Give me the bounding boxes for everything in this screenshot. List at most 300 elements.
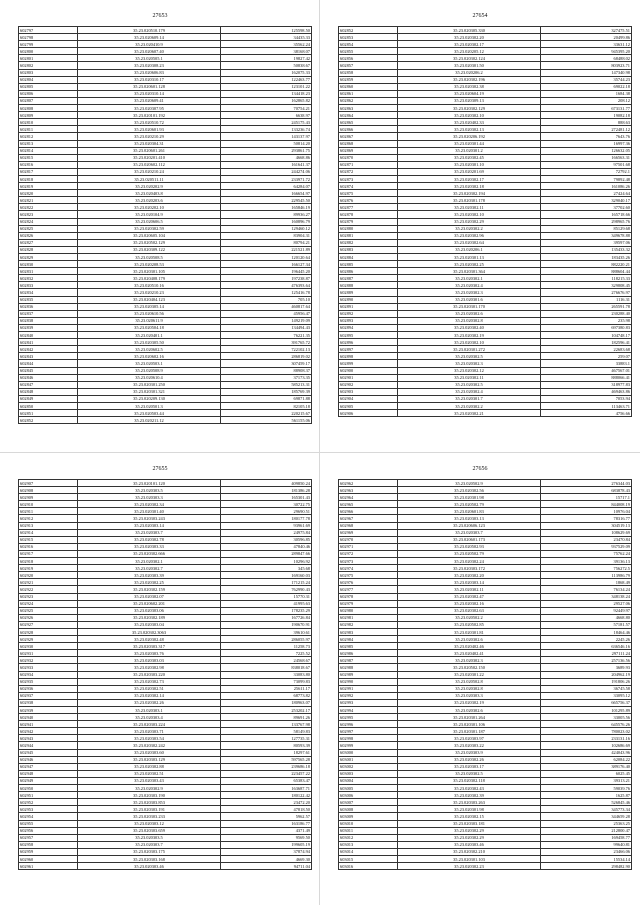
- amount-cell: 180122.42: [221, 792, 312, 799]
- amount-cell: 165846.19: [221, 204, 312, 211]
- account-code-cell: 35.23.020401.1: [78, 332, 221, 339]
- account-code-cell: 35.23.020301.178: [398, 197, 541, 204]
- amount-cell: 329040.17: [541, 197, 632, 204]
- account-code-cell: 35.23.020301.7: [398, 395, 541, 402]
- table-row: [339, 685, 632, 692]
- table-row: [339, 112, 632, 119]
- table-row: [19, 395, 312, 402]
- row-id-cell: 602841: [19, 339, 78, 346]
- row-id-cell: 602978: [339, 593, 398, 600]
- account-code-cell: 35.23.020303.3: [398, 692, 541, 699]
- amount-cell: 888.63: [541, 119, 632, 126]
- table-row: [19, 550, 312, 557]
- row-id-cell: 602868: [339, 140, 398, 147]
- table-row: [339, 90, 632, 97]
- amount-cell: 348138.24: [541, 593, 632, 600]
- table-row: [339, 600, 632, 607]
- amount-cell: 167726.84: [221, 614, 312, 621]
- account-code-cell: 35.23.020302.6: [398, 310, 541, 317]
- amount-cell: 58149.83: [221, 728, 312, 735]
- table-row: [339, 190, 632, 197]
- row-id-cell: 602961: [19, 863, 78, 870]
- row-id-cell: 602999: [339, 742, 398, 749]
- account-code-cell: 35.23.020301.264: [398, 714, 541, 721]
- amount-cell: 94711.04: [221, 863, 312, 870]
- table-row: [339, 360, 632, 367]
- table-row: [19, 806, 312, 813]
- row-id-cell: 602803: [19, 69, 78, 76]
- row-id-cell: 602876: [339, 197, 398, 204]
- amount-cell: 220215.67: [221, 410, 312, 417]
- table-row: [19, 310, 312, 317]
- row-id-cell: 602889: [339, 289, 398, 296]
- amount-cell: 665756.37: [541, 699, 632, 706]
- account-code-cell: 35.23.020303.43: [78, 777, 221, 784]
- amount-cell: 4668.80: [541, 614, 632, 621]
- row-id-cell: 602925: [19, 607, 78, 614]
- table-row: [339, 211, 632, 218]
- amount-cell: 23466.06: [541, 848, 632, 855]
- amount-cell: 89936.27: [221, 211, 312, 218]
- table-row: [339, 628, 632, 635]
- row-id-cell: 602995: [339, 714, 398, 721]
- table-row: [339, 62, 632, 69]
- account-code-cell: 35.23.020302.242: [78, 742, 221, 749]
- table-row: [19, 218, 312, 225]
- row-id-cell: 603010: [339, 820, 398, 827]
- row-id-cell: 602983: [339, 628, 398, 635]
- row-id-cell: 602996: [339, 721, 398, 728]
- account-code-cell: 35.23.020210.23: [78, 289, 221, 296]
- amount-cell: 123101.22: [221, 83, 312, 90]
- table-row: [19, 41, 312, 48]
- table-row: [339, 310, 632, 317]
- account-code-cell: 35.23.020302.10: [398, 339, 541, 346]
- amount-cell: 10976.04: [541, 508, 632, 515]
- table-row: [339, 643, 632, 650]
- amount-cell: 245175.43: [221, 119, 312, 126]
- table-row: [339, 246, 632, 253]
- row-id-cell: 602940: [19, 714, 78, 721]
- amount-cell: 127735.31: [221, 735, 312, 742]
- table-row: [19, 34, 312, 41]
- amount-cell: 212800.47: [541, 827, 632, 834]
- row-id-cell: 602814: [19, 147, 78, 154]
- row-id-cell: 602924: [19, 600, 78, 607]
- amount-cell: 35562.24: [221, 41, 312, 48]
- account-code-cell: 35.23.020302.59: [78, 225, 221, 232]
- table-row: [19, 168, 312, 175]
- account-code-cell: 35.23.020202.10: [78, 204, 221, 211]
- amount-cell: 133767.98: [221, 721, 312, 728]
- amount-cell: 199605.19: [221, 841, 312, 848]
- amount-cell: 178235.29: [221, 607, 312, 614]
- table-row: [339, 820, 632, 827]
- account-code-cell: 35.23.020604.19: [398, 90, 541, 97]
- account-code-cell: 35.23.020504.18: [78, 324, 221, 331]
- table-row: [339, 339, 632, 346]
- table-row: [339, 735, 632, 742]
- amount-cell: 289847.66: [221, 550, 312, 557]
- account-code-cell: 35.23.020601.93: [78, 126, 221, 133]
- account-code-cell: 35.23.020303.172: [398, 565, 541, 572]
- amount-cell: 36745.58: [541, 685, 632, 692]
- account-code-cell: 35.23.020610.56: [78, 310, 221, 317]
- table-row: [339, 770, 632, 777]
- ledger-sheet-2: [320, 0, 640, 452]
- amount-cell: 945395.20: [541, 48, 632, 55]
- table-row: [19, 678, 312, 685]
- table-row: [339, 480, 632, 487]
- row-id-cell: 602981: [339, 614, 398, 621]
- row-id-cell: 602949: [19, 777, 78, 784]
- amount-cell: 160896.79: [221, 218, 312, 225]
- row-id-cell: 602864: [339, 112, 398, 119]
- table-row: [339, 183, 632, 190]
- row-id-cell: 602885: [339, 261, 398, 268]
- amount-cell: 62084.22: [541, 756, 632, 763]
- amount-cell: 126632.05: [541, 147, 632, 154]
- row-id-cell: 602917: [19, 550, 78, 557]
- amount-cell: 467567.01: [541, 367, 632, 374]
- amount-cell: 24568.67: [221, 657, 312, 664]
- table-row: [19, 317, 312, 324]
- amount-cell: 239686.18: [221, 763, 312, 770]
- row-id-cell: 602947: [19, 763, 78, 770]
- account-code-cell: 35.23.020605.104: [78, 232, 221, 239]
- amount-cell: 64284.07: [221, 183, 312, 190]
- ledger-sheet-4: [320, 453, 640, 905]
- table-row: [19, 735, 312, 742]
- amount-cell: 120120.64: [221, 254, 312, 261]
- row-id-cell: 602816: [19, 161, 78, 168]
- account-code-cell: 35.23.020303.243: [78, 515, 221, 522]
- amount-cell: 276676.97: [541, 289, 632, 296]
- table-row: [339, 410, 632, 417]
- amount-cell: 134418.23: [221, 90, 312, 97]
- table-row: [339, 742, 632, 749]
- account-code-cell: 35.23.020502.8: [398, 678, 541, 685]
- account-code-cell: 35.23.020302.159: [78, 586, 221, 593]
- account-code-cell: 35.23.020602.201: [78, 600, 221, 607]
- account-code-cell: 35.23.020303.03: [78, 657, 221, 664]
- account-code-cell: 35.23.020305.330: [398, 27, 541, 34]
- amount-cell: 229545.50: [221, 197, 312, 204]
- row-id-cell: 602870: [339, 154, 398, 161]
- table-row: [19, 76, 312, 83]
- amount-cell: 122463.77: [221, 76, 312, 83]
- amount-cell: 133236.74: [221, 126, 312, 133]
- row-id-cell: 602902: [339, 381, 398, 388]
- row-id-cell: 602842: [19, 346, 78, 353]
- amount-cell: 389176.40: [541, 763, 632, 770]
- account-code-cell: 35.23.020303.97: [398, 735, 541, 742]
- amount-cell: 345773.34: [541, 806, 632, 813]
- account-code-cell: 35.23.020305.14: [78, 303, 221, 310]
- account-code-cell: 35.23.020303.181: [398, 820, 541, 827]
- row-id-cell: 602948: [19, 770, 78, 777]
- account-code-cell: 35.23.020302.1: [78, 558, 221, 565]
- row-id-cell: 602939: [19, 707, 78, 714]
- amount-cell: 30722.75: [221, 501, 312, 508]
- amount-cell: 89691.26: [221, 714, 312, 721]
- table-row: [339, 119, 632, 126]
- row-id-cell: 602950: [19, 785, 78, 792]
- table-row: [19, 204, 312, 211]
- account-code-cell: 35.23.020302.64: [398, 239, 541, 246]
- row-id-cell: 602801: [19, 55, 78, 62]
- row-id-cell: 602874: [339, 183, 398, 190]
- account-code-cell: 35.23.020302.25: [398, 261, 541, 268]
- amount-cell: 233131.16: [541, 735, 632, 742]
- row-id-cell: 602922: [19, 586, 78, 593]
- row-id-cell: 603005: [339, 785, 398, 792]
- account-code-cell: 35.23.020609.14: [78, 34, 221, 41]
- amount-cell: 780023.02: [541, 728, 632, 735]
- table-row: [339, 268, 632, 275]
- account-code-cell: 35.23.020307.95: [78, 105, 221, 112]
- account-code-cell: 35.23.020302.6: [398, 707, 541, 714]
- amount-cell: 4756.66: [541, 410, 632, 417]
- amount-cell: 171215.24: [221, 579, 312, 586]
- amount-cell: 76134.24: [541, 586, 632, 593]
- ledger-table: [338, 26, 632, 417]
- row-id-cell: 602912: [19, 515, 78, 522]
- row-id-cell: 602989: [339, 671, 398, 678]
- table-row: [19, 522, 312, 529]
- table-row: [339, 558, 632, 565]
- table-row: [19, 105, 312, 112]
- table-row: [339, 728, 632, 735]
- row-id-cell: 602837: [19, 310, 78, 317]
- account-code-cell: 35.23.020301.105: [78, 268, 221, 275]
- table-row: [19, 501, 312, 508]
- amount-cell: 102686.69: [541, 742, 632, 749]
- table-row: [19, 593, 312, 600]
- amount-cell: 101295.89: [541, 707, 632, 714]
- amount-cell: 166127.34: [221, 261, 312, 268]
- row-id-cell: 602918: [19, 558, 78, 565]
- table-row: [339, 586, 632, 593]
- table-row: [19, 175, 312, 182]
- row-id-cell: 602965: [339, 501, 398, 508]
- row-id-cell: 602875: [339, 190, 398, 197]
- account-code-cell: 35.23.020302.11: [398, 586, 541, 593]
- amount-cell: 82105.18: [221, 402, 312, 409]
- amount-cell: 180963.07: [221, 699, 312, 706]
- table-row: [19, 863, 312, 870]
- account-code-cell: 35.23.020301.272: [398, 346, 541, 353]
- row-id-cell: 602817: [19, 168, 78, 175]
- row-id-cell: 602822: [19, 204, 78, 211]
- table-row: [339, 324, 632, 331]
- amount-cell: 344659.28: [541, 813, 632, 820]
- account-code-cell: 35.23.020302.11: [398, 204, 541, 211]
- table-row: [19, 621, 312, 628]
- amount-cell: 15770.31: [221, 593, 312, 600]
- amount-cell: 104748.17: [541, 332, 632, 339]
- amount-cell: 47840.46: [221, 543, 312, 550]
- row-id-cell: 602964: [339, 494, 398, 501]
- amount-cell: 318977.83: [541, 381, 632, 388]
- account-code-cell: 35.23.020301.44: [398, 140, 541, 147]
- table-row: [19, 777, 312, 784]
- amount-cell: 33095.12: [541, 692, 632, 699]
- row-id-cell: 602857: [339, 62, 398, 69]
- row-id-cell: 602911: [19, 508, 78, 515]
- row-id-cell: 602930: [19, 643, 78, 650]
- table-row: [19, 232, 312, 239]
- table-row: [339, 508, 632, 515]
- table-row: [19, 699, 312, 706]
- table-row: [339, 126, 632, 133]
- row-id-cell: 602946: [19, 756, 78, 763]
- table-row: [339, 83, 632, 90]
- row-id-cell: 602952: [19, 799, 78, 806]
- row-id-cell: 602907: [19, 480, 78, 487]
- table-row: [19, 721, 312, 728]
- table-row: [339, 799, 632, 806]
- amount-cell: 166563.31: [541, 154, 632, 161]
- account-code-cell: 35.23.020602.16: [78, 353, 221, 360]
- table-row: [19, 558, 312, 565]
- row-id-cell: 602915: [19, 536, 78, 543]
- amount-cell: 286055.97: [221, 636, 312, 643]
- amount-cell: 307459.17: [221, 360, 312, 367]
- account-code-cell: 35.23.020309.13: [398, 97, 541, 104]
- amount-cell: 11258.73: [221, 643, 312, 650]
- amount-cell: 41995.63: [221, 600, 312, 607]
- table-row: [19, 282, 312, 289]
- row-id-cell: 602890: [339, 296, 398, 303]
- account-code-cell: 35.23.020403.8: [78, 190, 221, 197]
- account-code-cell: 35.23.020301.22: [398, 671, 541, 678]
- account-code-cell: 35.23.020303.76: [78, 650, 221, 657]
- account-code-cell: 35.23.020211.12: [78, 417, 221, 424]
- account-code-cell: 35.23.020302.39: [398, 792, 541, 799]
- amount-cell: 165301.43: [221, 494, 312, 501]
- account-code-cell: 35.23.020301.6: [398, 296, 541, 303]
- account-code-cell: 35.23.020304.31: [78, 140, 221, 147]
- amount-cell: 561155.06: [221, 417, 312, 424]
- amount-cell: 276344.03: [541, 480, 632, 487]
- row-id-cell: 602979: [339, 600, 398, 607]
- amount-cell: 125598.50: [221, 27, 312, 34]
- table-row: [19, 410, 312, 417]
- amount-cell: 118215.33: [541, 275, 632, 282]
- amount-cell: 39597.06: [541, 239, 632, 246]
- amount-cell: 113986.79: [541, 572, 632, 579]
- row-id-cell: 602840: [19, 332, 78, 339]
- amount-cell: 20499.86: [541, 34, 632, 41]
- row-id-cell: 602891: [339, 303, 398, 310]
- row-id-cell: 602878: [339, 211, 398, 218]
- account-code-cell: 35.23.020302.118: [398, 777, 541, 784]
- amount-cell: 298482.90: [541, 863, 632, 870]
- table-row: [19, 324, 312, 331]
- row-id-cell: 602881: [339, 232, 398, 239]
- amount-cell: 197238.87: [221, 275, 312, 282]
- account-code-cell: 35.23.020302.34: [78, 501, 221, 508]
- amount-cell: 297111.24: [541, 650, 632, 657]
- table-row: [19, 657, 312, 664]
- row-id-cell: 602904: [339, 395, 398, 402]
- row-id-cell: 602953: [19, 806, 78, 813]
- amount-cell: 409850.24: [221, 480, 312, 487]
- row-id-cell: 602861: [339, 90, 398, 97]
- account-code-cell: 35.23.020302.21: [398, 410, 541, 417]
- row-id-cell: 602919: [19, 565, 78, 572]
- amount-cell: 69022.18: [541, 83, 632, 90]
- row-id-cell: 602867: [339, 133, 398, 140]
- amount-cell: 2245.26: [541, 636, 632, 643]
- account-code-cell: 35.23.020402.33: [398, 119, 541, 126]
- amount-cell: 298965.76: [541, 218, 632, 225]
- table-row: [19, 692, 312, 699]
- amount-cell: 33883.1: [541, 360, 632, 367]
- account-code-cell: 35.23.020101.120: [78, 480, 221, 487]
- row-id-cell: 602969: [339, 529, 398, 536]
- row-id-cell: 602805: [19, 83, 78, 90]
- row-id-cell: 602991: [339, 685, 398, 692]
- row-id-cell: 602935: [19, 678, 78, 685]
- account-code-cell: 35.23.020302.3: [398, 657, 541, 664]
- account-code-cell: 35.23.020303.06: [78, 607, 221, 614]
- amount-cell: 47818.50: [221, 806, 312, 813]
- table-row: [19, 841, 312, 848]
- table-row: [339, 614, 632, 621]
- amount-cell: 39136.13: [541, 558, 632, 565]
- row-id-cell: 602799: [19, 41, 78, 48]
- amount-cell: 33631.12: [541, 41, 632, 48]
- table-row: [19, 417, 312, 424]
- account-code-cell: 35.23.020205.12: [398, 48, 541, 55]
- account-code-cell: 35.23.020408.179: [78, 275, 221, 282]
- account-code-cell: 35.23.020502.9: [398, 480, 541, 487]
- row-id-cell: 603001: [339, 756, 398, 763]
- amount-cell: 27424.64: [541, 190, 632, 197]
- row-id-cell: 602957: [19, 834, 78, 841]
- account-code-cell: 35.23.020302.29: [398, 218, 541, 225]
- row-id-cell: 602825: [19, 225, 78, 232]
- account-code-cell: 35.23.020505.1: [78, 55, 221, 62]
- table-row: [19, 48, 312, 55]
- row-id-cell: 603012: [339, 834, 398, 841]
- account-code-cell: 35.23.020302.51: [78, 770, 221, 777]
- row-id-cell: 602855: [339, 48, 398, 55]
- amount-cell: 88908.37: [221, 367, 312, 374]
- row-id-cell: 602938: [19, 699, 78, 706]
- amount-cell: 163186.77: [221, 820, 312, 827]
- account-code-cell: 35.23.020503.44: [78, 410, 221, 417]
- table-row: [19, 332, 312, 339]
- amount-cell: 143137.97: [221, 133, 312, 140]
- amount-cell: 6638.97: [221, 112, 312, 119]
- amount-cell: 1684.38: [541, 90, 632, 97]
- amount-cell: 34435.33: [221, 34, 312, 41]
- table-row: [19, 268, 312, 275]
- amount-cell: 73099.83: [221, 678, 312, 685]
- row-id-cell: 602853: [339, 34, 398, 41]
- row-id-cell: 602967: [339, 515, 398, 522]
- amount-cell: 163687.71: [221, 785, 312, 792]
- account-code-cell: 35.23.020303.853: [78, 799, 221, 806]
- account-code-cell: 35.23.020303.17: [398, 763, 541, 770]
- account-code-cell: 35.23.020303.7: [398, 529, 541, 536]
- table-row: [19, 197, 312, 204]
- account-code-cell: 35.23.020302.17: [398, 41, 541, 48]
- row-id-cell: 602845: [19, 367, 78, 374]
